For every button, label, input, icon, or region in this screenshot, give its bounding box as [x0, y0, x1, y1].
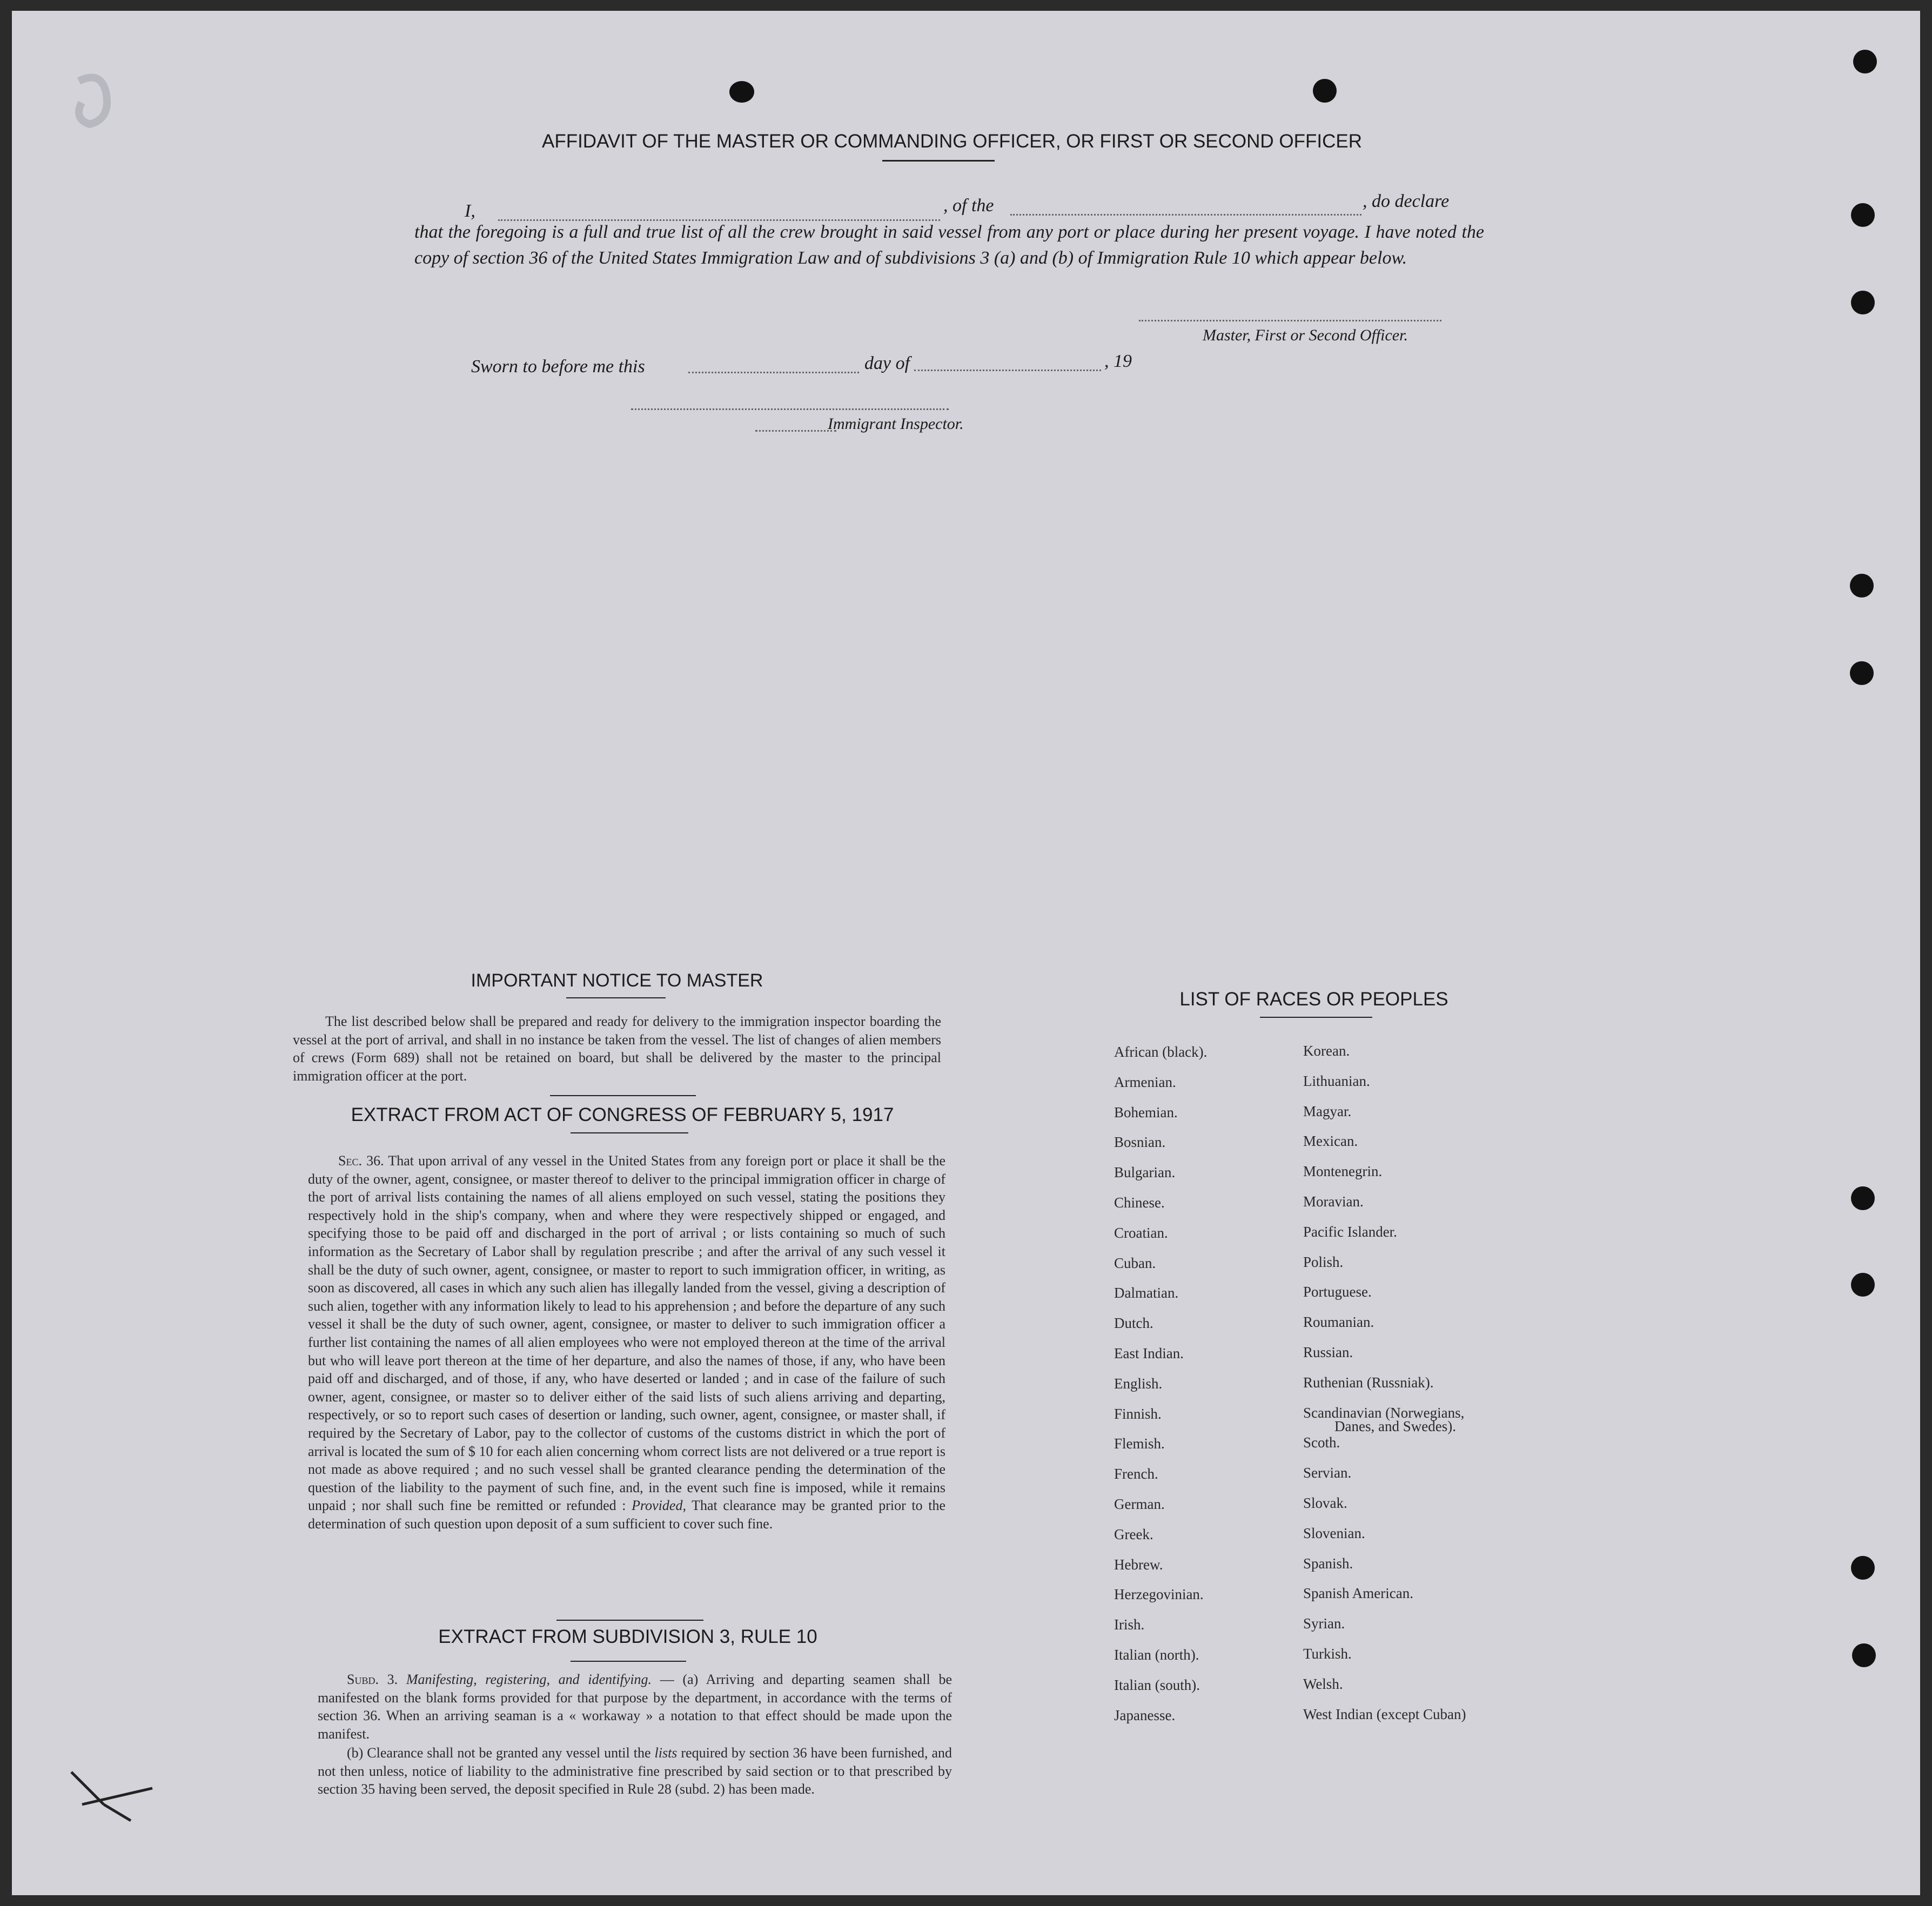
- section-36-label: Sec. 36.: [338, 1153, 384, 1169]
- race-item: Scoth.: [1303, 1434, 1340, 1451]
- inspector-lead-dots: [755, 430, 836, 432]
- act-section-text: [308, 1152, 945, 1533]
- races-underline: [1260, 1017, 1372, 1018]
- notice-divider: [550, 1095, 696, 1096]
- punch-hole: [1851, 1273, 1875, 1297]
- vessel-name-line[interactable]: [1010, 214, 1361, 216]
- affidavit-declare-label: , do declare: [1363, 191, 1450, 211]
- race-item: Roumanian.: [1303, 1314, 1374, 1331]
- act-divider: [556, 1620, 703, 1621]
- race-item: Scandinavian (Norwegians,: [1303, 1404, 1465, 1421]
- race-item: Moravian.: [1303, 1193, 1364, 1210]
- race-item: Servian.: [1303, 1465, 1352, 1481]
- affidavit-paragraph: that the foregoing is a full and true list of all the crew brought in said vessel from any port or place during her present voyage. I have noted the copy of section 36 of the United States Immigration Law and of subdivisions 3 (a) and (b) of Immigration Rule 10 which appear below.: [414, 222, 1484, 268]
- punch-hole: [1853, 50, 1877, 73]
- race-item: Bulgarian.: [1114, 1164, 1176, 1181]
- race-item: Slovak.: [1303, 1494, 1347, 1511]
- race-item: French.: [1114, 1466, 1158, 1482]
- race-item: Cuban.: [1114, 1254, 1156, 1271]
- race-item: Italian (north).: [1114, 1646, 1199, 1663]
- punch-hole: [1851, 1186, 1875, 1210]
- race-item: African (black).: [1114, 1044, 1208, 1060]
- sworn-month-line[interactable]: [914, 370, 1101, 371]
- race-item: Hebrew.: [1114, 1556, 1163, 1573]
- race-item: Armenian.: [1114, 1073, 1176, 1090]
- section-36-end: That clearance may be granted prior to the determination of such question upon deposit of a sum sufficient to cover such fine.: [308, 1498, 946, 1532]
- race-item: Magyar.: [1303, 1103, 1352, 1119]
- race-item: Spanish.: [1303, 1555, 1353, 1572]
- subd-3-label: Subd. 3.: [347, 1672, 398, 1687]
- punch-hole: [1313, 79, 1337, 103]
- race-item: East Indian.: [1114, 1345, 1184, 1361]
- race-item: Herzegovinian.: [1114, 1586, 1204, 1603]
- race-item: Bosnian.: [1114, 1134, 1166, 1151]
- race-item: Korean.: [1303, 1043, 1350, 1059]
- sworn-day-of-label: day of: [864, 353, 910, 373]
- race-item: Dutch.: [1114, 1315, 1153, 1332]
- rule-subd-b: [318, 1744, 952, 1798]
- master-signature-line[interactable]: [1139, 320, 1441, 321]
- punch-hole: [1851, 1556, 1875, 1580]
- inspector-signature-line[interactable]: [631, 408, 949, 410]
- act-underline: [571, 1132, 688, 1133]
- inspector-label: Immigrant Inspector.: [828, 415, 964, 433]
- punch-hole: [1852, 1643, 1876, 1667]
- race-item: Chinese.: [1114, 1194, 1165, 1211]
- races-title: LIST OF RACES OR PEOPLES: [1179, 989, 1448, 1010]
- race-item-continuation: Danes, and Swedes).: [1334, 1418, 1456, 1434]
- race-item: Turkish.: [1303, 1645, 1352, 1662]
- section-36-body: That upon arrival of any vessel in the United States from any foreign port or place it shall be the duty of the owner, agent, consignee, or master thereof to deliver to the principal immigration officer in charge of the port of arrival lists containing the names of all aliens employed on such vessel, stating the positions they respectively hold in the ship's company, when and where they were respectively shipped or engaged, and specifying those to be paid off and discharged in the port of arrival ; or lists containing so much of such information as the Secretary of Labor shall by regulation prescribe ; and after the arrival of any such vessel it shall be the duty of such owner, agent, consignee, or master to report to such immigration officer, in writing, as soon as discovered, all cases in which any such alien has illegally landed from the vessel, giving a description of such alien, together with any information likely to lead to his apprehension ; and before the departure of any such vessel it shall be the duty of such owner, agent, consignee, or master to deliver to such immigration officer a further list containing the names of all alien employees who were not employed thereon at the time of the arrival but who will leave port thereon at the time of her departure, and also the names of those, if any, who have been paid off and discharged, and of those, if any, who have deserted or landed ; and in case of the failure of such owner, agent, consignee, or master so to deliver either of the said lists of such aliens arriving and departing, respectively, or so to report such cases of desertion or landing, such owner, agent, consignee, or master shall, if required by the Secretary of Labor, pay to the collector of customs of the customs district in which the port of arrival is located the sum of $ 10 for each alien concerning whom correct lists are not delivered or a true report is not made as above required ; and no such vessel shall be granted clearance pending the determination of the question of the liability to the payment of such fine, and, in the event such fine is imposed, while it remains unpaid ; nor shall such fine be remitted or refunded :: [308, 1153, 946, 1514]
- subd-3-a-text: — (a) Arriving and departing seamen shall be manifested on the blank forms provided for that purpose by the department, in accordance with the terms of section 36. When an arriving seaman is a « workaway » a notation to that effect should be made upon the manifest.: [318, 1672, 952, 1742]
- subd-3-title: Manifesting, registering, and identifying.: [406, 1672, 652, 1687]
- provided-label: Provided,: [632, 1498, 686, 1514]
- race-item: Greek.: [1114, 1526, 1153, 1542]
- race-item: Irish.: [1114, 1616, 1145, 1633]
- race-item: Dalmatian.: [1114, 1285, 1179, 1301]
- race-item: Syrian.: [1303, 1615, 1345, 1632]
- race-item: Japanesse.: [1114, 1707, 1176, 1723]
- act-extract-title: EXTRACT FROM ACT OF CONGRESS OF FEBRUARY 5, 1917: [351, 1104, 894, 1125]
- rule-extract-title: EXTRACT FROM SUBDIVISION 3, RULE 10: [438, 1626, 817, 1647]
- punch-hole: [729, 81, 754, 103]
- affidavit-of-the-label: , of the: [943, 196, 994, 216]
- notice-text: The list described below shall be prepared and ready for delivery to the immigration inspector boarding the vessel at the port of arrival, and shall in no instance be taken from the vessel. The list of changes of alien members of crews (Form 689) shall not be retained on board, but shall be delivered by the master to the principal immigration officer at the port.: [293, 1014, 941, 1084]
- race-item: Montenegrin.: [1303, 1163, 1383, 1180]
- master-signature-label: Master, First or Second Officer.: [1203, 326, 1408, 344]
- race-item: Croatian.: [1114, 1224, 1168, 1241]
- races-column-right: [1303, 1043, 1466, 1736]
- punch-hole: [1850, 661, 1874, 685]
- race-item: Pacific Islander.: [1303, 1223, 1397, 1240]
- races-column-left: [1114, 1044, 1207, 1737]
- race-item: Italian (south).: [1114, 1676, 1200, 1693]
- race-item: German.: [1114, 1495, 1165, 1512]
- race-item: Spanish American.: [1303, 1585, 1413, 1602]
- race-item: Flemish.: [1114, 1435, 1165, 1452]
- race-item: Welsh.: [1303, 1675, 1343, 1692]
- pencil-mark-icon: [68, 70, 133, 135]
- affidavit-title: AFFIDAVIT OF THE MASTER OR COMMANDING OFFICER, OR FIRST OR SECOND OFFICER: [541, 131, 1363, 152]
- subd-3-b-text-2: required by section 36 have been furnished, and not then unless, notice of liability to the administrative fine prescribed by said section or to that prescribed by section 35 having been served, the deposit specified in Rule 28 (subd. 2) has been made.: [318, 1745, 952, 1797]
- pen-tick-icon: [66, 1767, 163, 1831]
- race-item: Polish.: [1303, 1253, 1344, 1270]
- notice-title: IMPORTANT NOTICE TO MASTER: [471, 970, 763, 991]
- sworn-prefix: Sworn to before me this: [471, 357, 645, 377]
- punch-hole: [1850, 574, 1874, 598]
- race-item: Finnish.: [1114, 1405, 1162, 1422]
- race-item: English.: [1114, 1375, 1163, 1392]
- rule-subd-a: [318, 1670, 952, 1743]
- document-page: [12, 11, 1920, 1895]
- race-item: Slovenian.: [1303, 1525, 1365, 1541]
- sworn-day-line[interactable]: [688, 372, 859, 373]
- race-item: Russian.: [1303, 1344, 1353, 1360]
- punch-hole: [1851, 291, 1875, 314]
- race-item: West Indian (except Cuban): [1303, 1706, 1466, 1722]
- title-underline: [882, 160, 995, 162]
- race-item: Mexican.: [1303, 1133, 1358, 1150]
- sworn-year-label: , 19: [1104, 351, 1132, 371]
- punch-hole: [1851, 203, 1875, 227]
- subd-3-b-lists: lists: [654, 1745, 677, 1761]
- race-item: Ruthenian (Russniak).: [1303, 1374, 1434, 1391]
- subd-3-b-text-1: (b) Clearance shall not be granted any vessel until the: [347, 1745, 651, 1761]
- rule-underline: [571, 1661, 686, 1662]
- notice-underline: [566, 997, 666, 998]
- race-item: Portuguese.: [1303, 1284, 1372, 1300]
- race-item: Lithuanian.: [1303, 1072, 1370, 1089]
- race-item: Bohemian.: [1114, 1104, 1178, 1120]
- affidavit-i-label: I,: [465, 201, 475, 221]
